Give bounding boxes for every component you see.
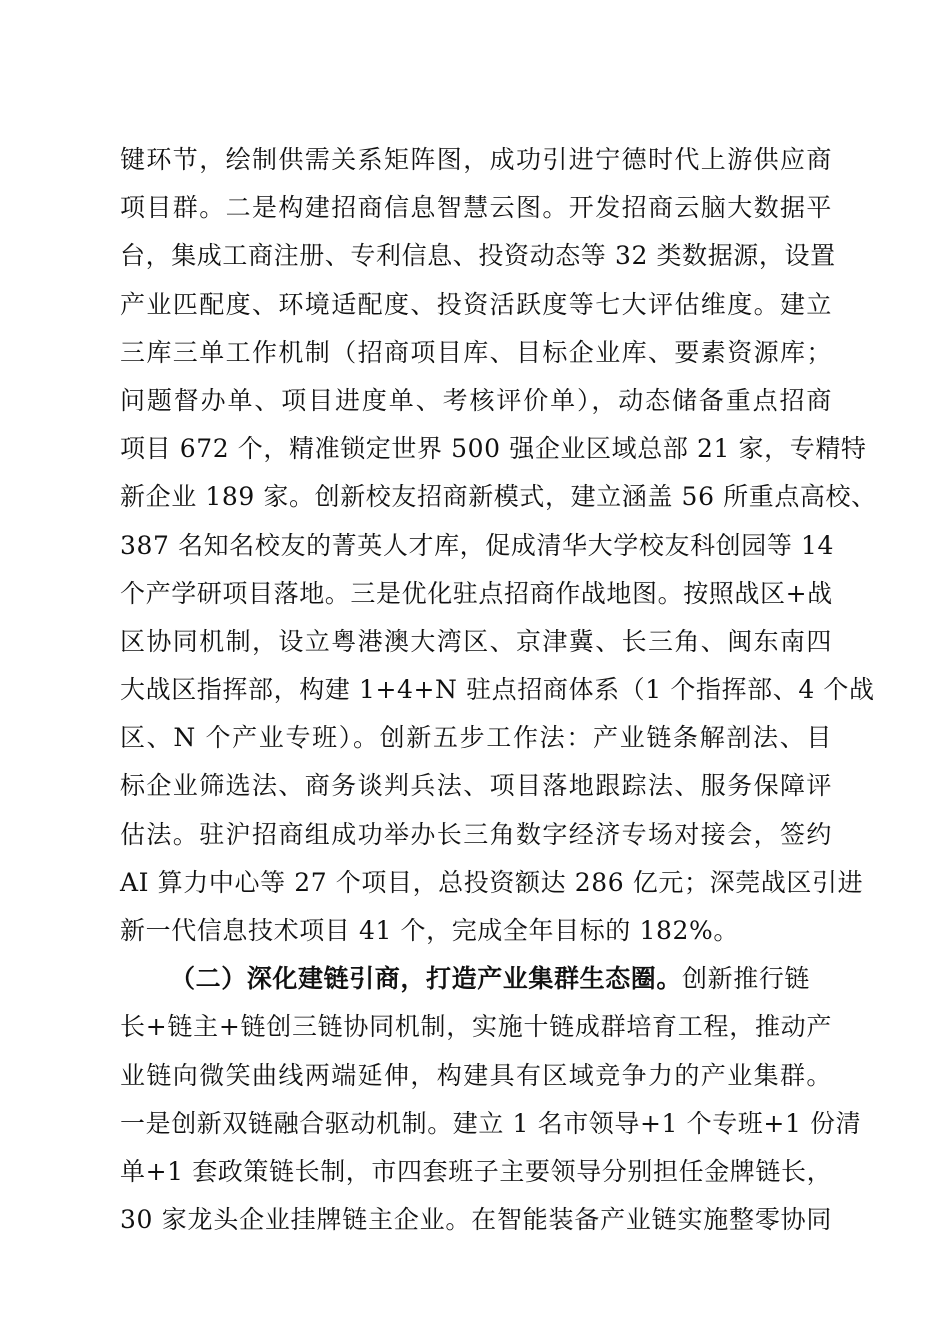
text-line: 区协同机制，设立粤港澳大湾区、京津冀、长三角、闽东南四 [120,626,832,656]
text-line: 估法。驻沪招商组成功举办长三角数字经济专场对接会，签约 [120,819,832,849]
section-heading-line [120,955,832,1003]
text-line: 新一代信息技术项目 41 个，完成全年目标的 182%。 [120,916,739,945]
text-line: 387 名知名校友的菁英人才库，促成清华大学校友科创园等 14 [120,530,835,560]
text-line: 业链向微笑曲线两端延伸，构建具有区域竞争力的产业集群。 [120,1060,832,1090]
text-line: 个产学研项目落地。三是优化驻点招商作战地图。按照战区+战 [120,578,833,608]
text-line: 大战区指挥部，构建 1+4+N 驻点招商体系（1 个指挥部、4 个战 [120,675,875,705]
text-line: 问题督办单、项目进度单、考核评价单），动态储备重点招商 [120,385,832,415]
text-line: 项目群。二是构建招商信息智慧云图。开发招商云脑大数据平 [120,193,832,223]
text-line: 30 家龙头企业挂牌链主企业。在智能装备产业链实施整零协同 [120,1205,832,1235]
text-line: 三库三单工作机制（招商项目库、目标企业库、要素资源库； [120,337,832,367]
body-text [120,136,877,1244]
text-line: 产业匹配度、环境适配度、投资活跃度等七大评估维度。建立 [120,289,832,319]
text-line: 区、N 个产业专班）。创新五步工作法：产业链条解剖法、目 [120,723,832,753]
text-line: 项目 672 个，精准锁定世界 500 强企业区域总部 21 家，专精特 [120,434,867,464]
section-heading: （二）深化建链引商，打造产业集群生态圈。 [170,964,683,994]
text-line: 键环节，绘制供需关系矩阵图，成功引进宁德时代上游供应商 [120,145,832,174]
text-line: 新企业 189 家。创新校友招商新模式，建立涵盖 56 所重点高校、 [120,482,877,512]
text-line: 长+链主+链创三链协同机制，实施十链成群培育工程，推动产 [120,1012,832,1042]
text-line: 台，集成工商注册、专利信息、投资动态等 32 类数据源，设置 [120,241,836,271]
text-line: 一是创新双链融合驱动机制。建立 1 名市领导+1 个专班+1 份清 [120,1108,862,1138]
text-line: 标企业筛选法、商务谈判兵法、项目落地跟踪法、服务保障评 [120,771,832,801]
text-fragment: 创新推行链 [682,964,811,994]
text-line: 单+1 套政策链长制，市四套班子主要领导分别担任金牌链长， [120,1156,833,1186]
text-line: AI 算力中心等 27 个项目，总投资额达 286 亿元；深莞战区引进 [120,867,864,897]
